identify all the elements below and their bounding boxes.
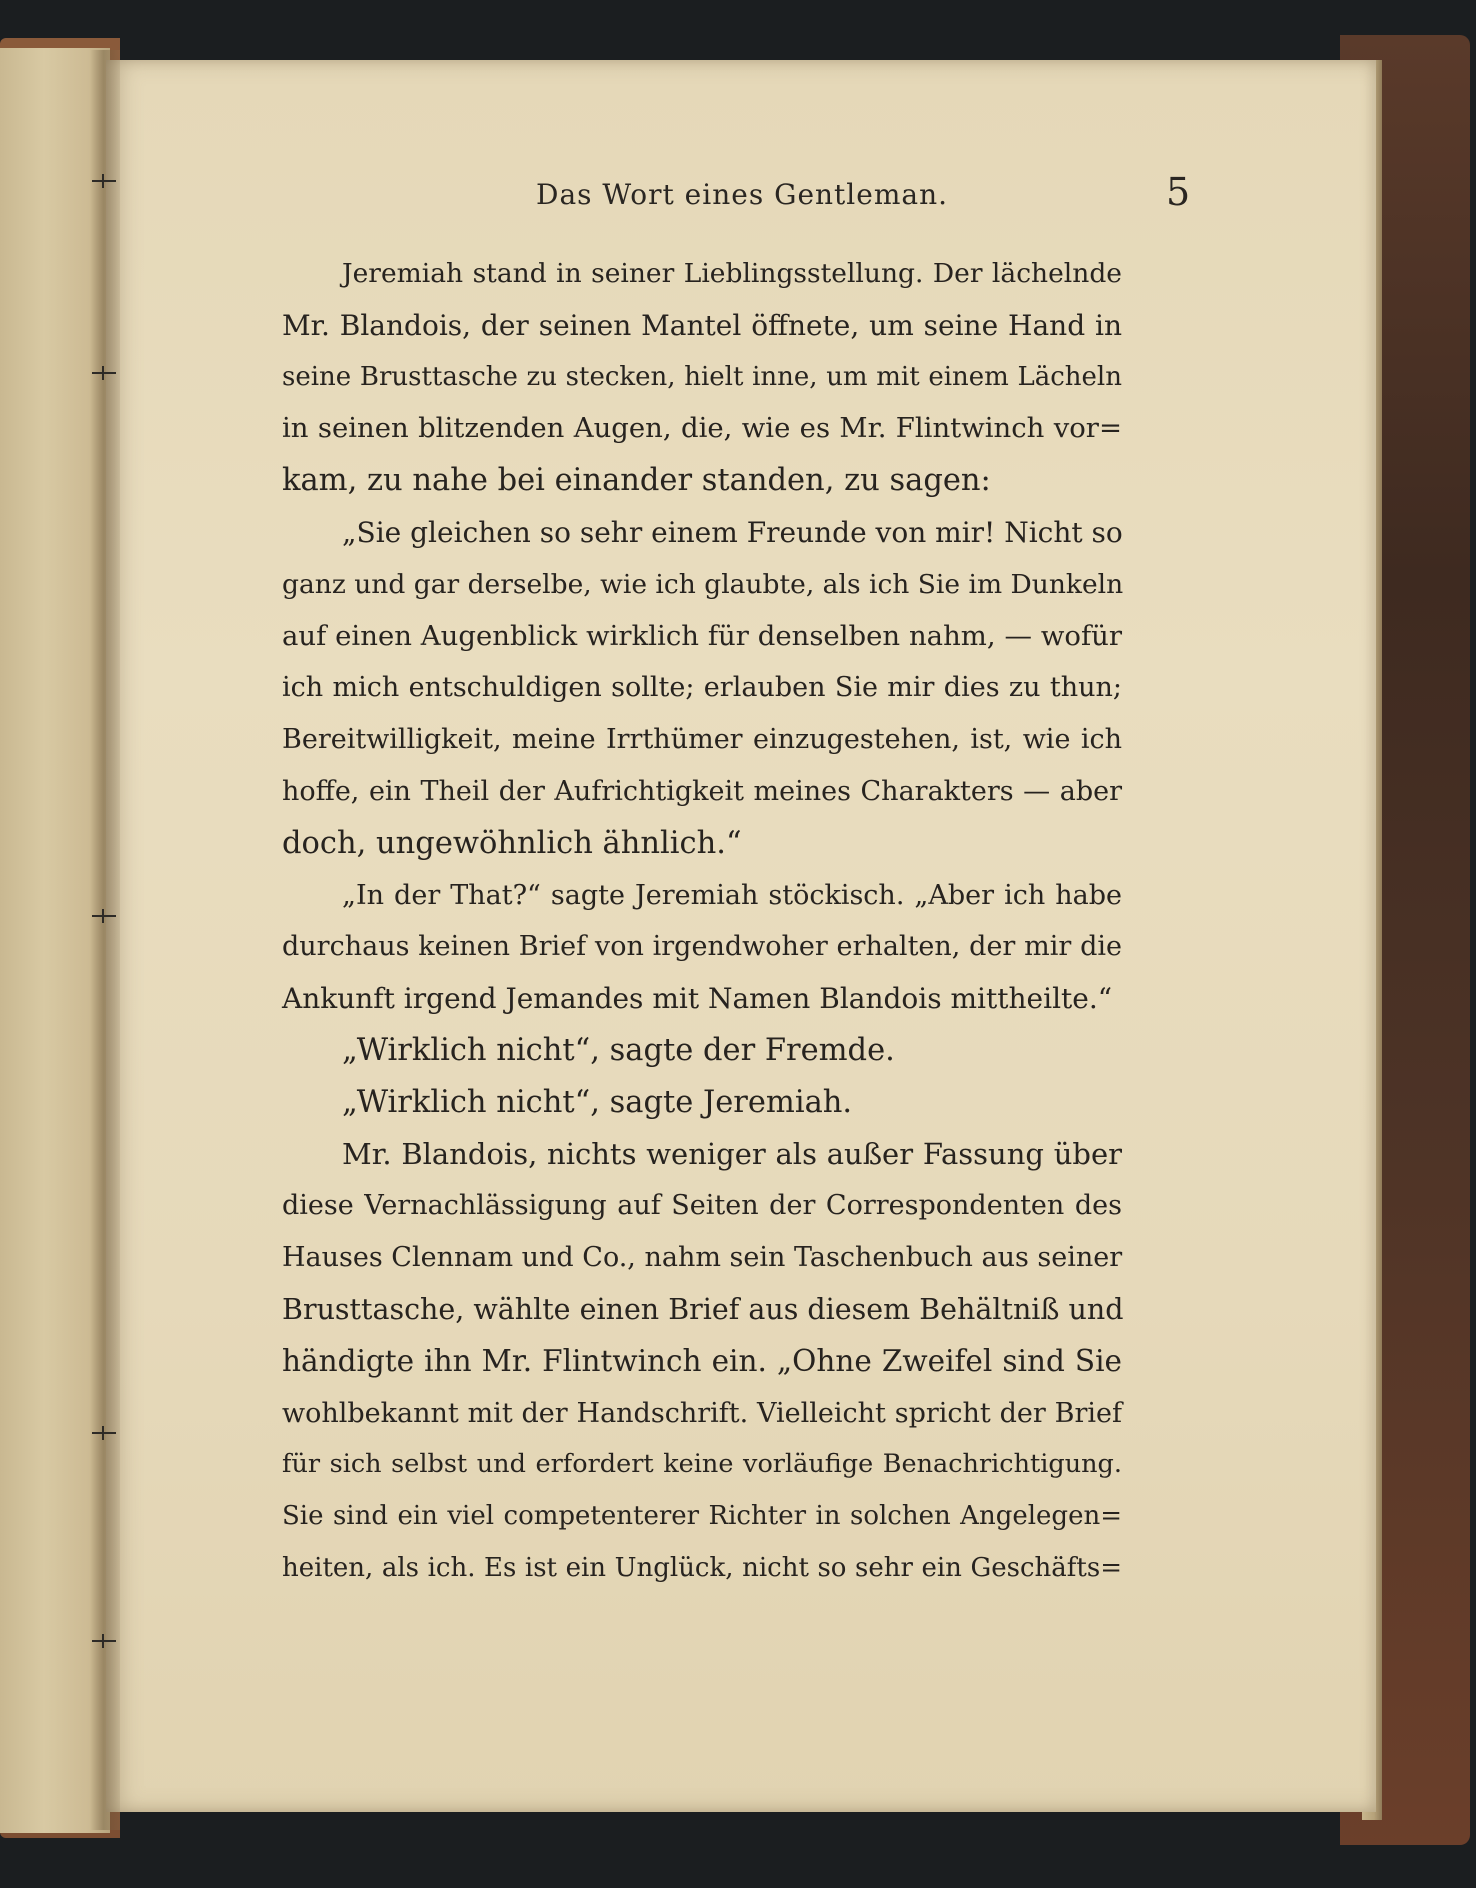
text-line: in seinen blitzenden Augen, die, wie es Mr. Flintwinch vor=	[282, 412, 1122, 445]
text-line: Mr. Blandois, der seinen Mantel öffnete, um seine Hand in	[282, 308, 1122, 342]
text-line: wohlbekannt mit der Handschrift. Vielleicht spricht der Brief	[282, 1397, 1122, 1429]
text-line: Ankunft irgend Jemandes mit Namen Blandois mittheilte.“	[282, 982, 1113, 1016]
text-line: „Wirklich nicht“, sagte Jeremiah.	[342, 1084, 853, 1120]
binding-stitch	[92, 372, 116, 374]
page-number: 5	[1166, 170, 1191, 214]
text-line: Brusttasche, wählte einen Brief aus diesem Behältniß und	[282, 1292, 1124, 1326]
text-line: kam, zu nahe bei einander standen, zu sagen:	[282, 463, 991, 499]
binding-stitch	[92, 915, 116, 917]
text-line: hoffe, ein Theil der Aufrichtigkeit meines Charakters — aber	[282, 775, 1122, 807]
text-line: ganz und gar derselbe, wie ich glaubte, als ich Sie im Dunkeln	[282, 568, 1124, 600]
binding-stitch	[92, 1432, 116, 1434]
text-line: „Wirklich nicht“, sagte der Fremde.	[342, 1032, 895, 1068]
text-line: durchaus keinen Brief von irgendwoher erhalten, der mir die	[282, 931, 1122, 963]
text-line: auf einen Augenblick wirklich für denselben nahm, — wofür	[282, 619, 1122, 652]
running-title: Das Wort eines Gentleman.	[536, 178, 949, 211]
body-text	[282, 248, 1122, 1595]
text-line: „Sie gleichen so sehr einem Freunde von mir! Nicht so	[342, 515, 1123, 549]
text-line: händigte ihn Mr. Flintwinch ein. „Ohne Zweifel sind Sie	[282, 1343, 1122, 1378]
text-line: Mr. Blandois, nichts weniger als außer Fassung über	[342, 1136, 1122, 1171]
page-header	[106, 170, 1376, 230]
text-line: doch, ungewöhnlich ähnlich.“	[282, 825, 742, 861]
binding-stitch	[92, 1640, 116, 1642]
text-line: Jeremiah stand in seiner Lieblingsstellung. Der lächelnde	[342, 258, 1122, 289]
text-line: Hauses Clennam und Co., nahm sein Taschenbuch aus seiner	[282, 1242, 1123, 1274]
book-page	[106, 60, 1376, 1812]
text-line: für sich selbst und erfordert keine vorläufige Benachrichtigung.	[282, 1449, 1122, 1480]
text-line: Sie sind ein viel competenterer Richter in solchen Angelegen=	[282, 1501, 1122, 1532]
page-gutter	[90, 50, 120, 1830]
text-line: „In der That?“ sagte Jeremiah stöckisch. „Aber ich habe	[342, 879, 1122, 911]
text-line: seine Brusttasche zu stecken, hielt inne, um mit einem Lächeln	[282, 361, 1122, 392]
text-line: Bereitwilligkeit, meine Irrthümer einzugestehen, ist, wie ich	[282, 724, 1122, 756]
text-line: ich mich entschuldigen sollte; erlauben Sie mir dies zu thun;	[282, 672, 1122, 704]
binding-stitch	[92, 180, 116, 182]
text-line: heiten, als ich. Es ist ein Unglück, nicht so sehr ein Geschäfts=	[282, 1552, 1122, 1583]
text-line: diese Vernachlässigung auf Seiten der Correspondenten des	[282, 1190, 1122, 1222]
